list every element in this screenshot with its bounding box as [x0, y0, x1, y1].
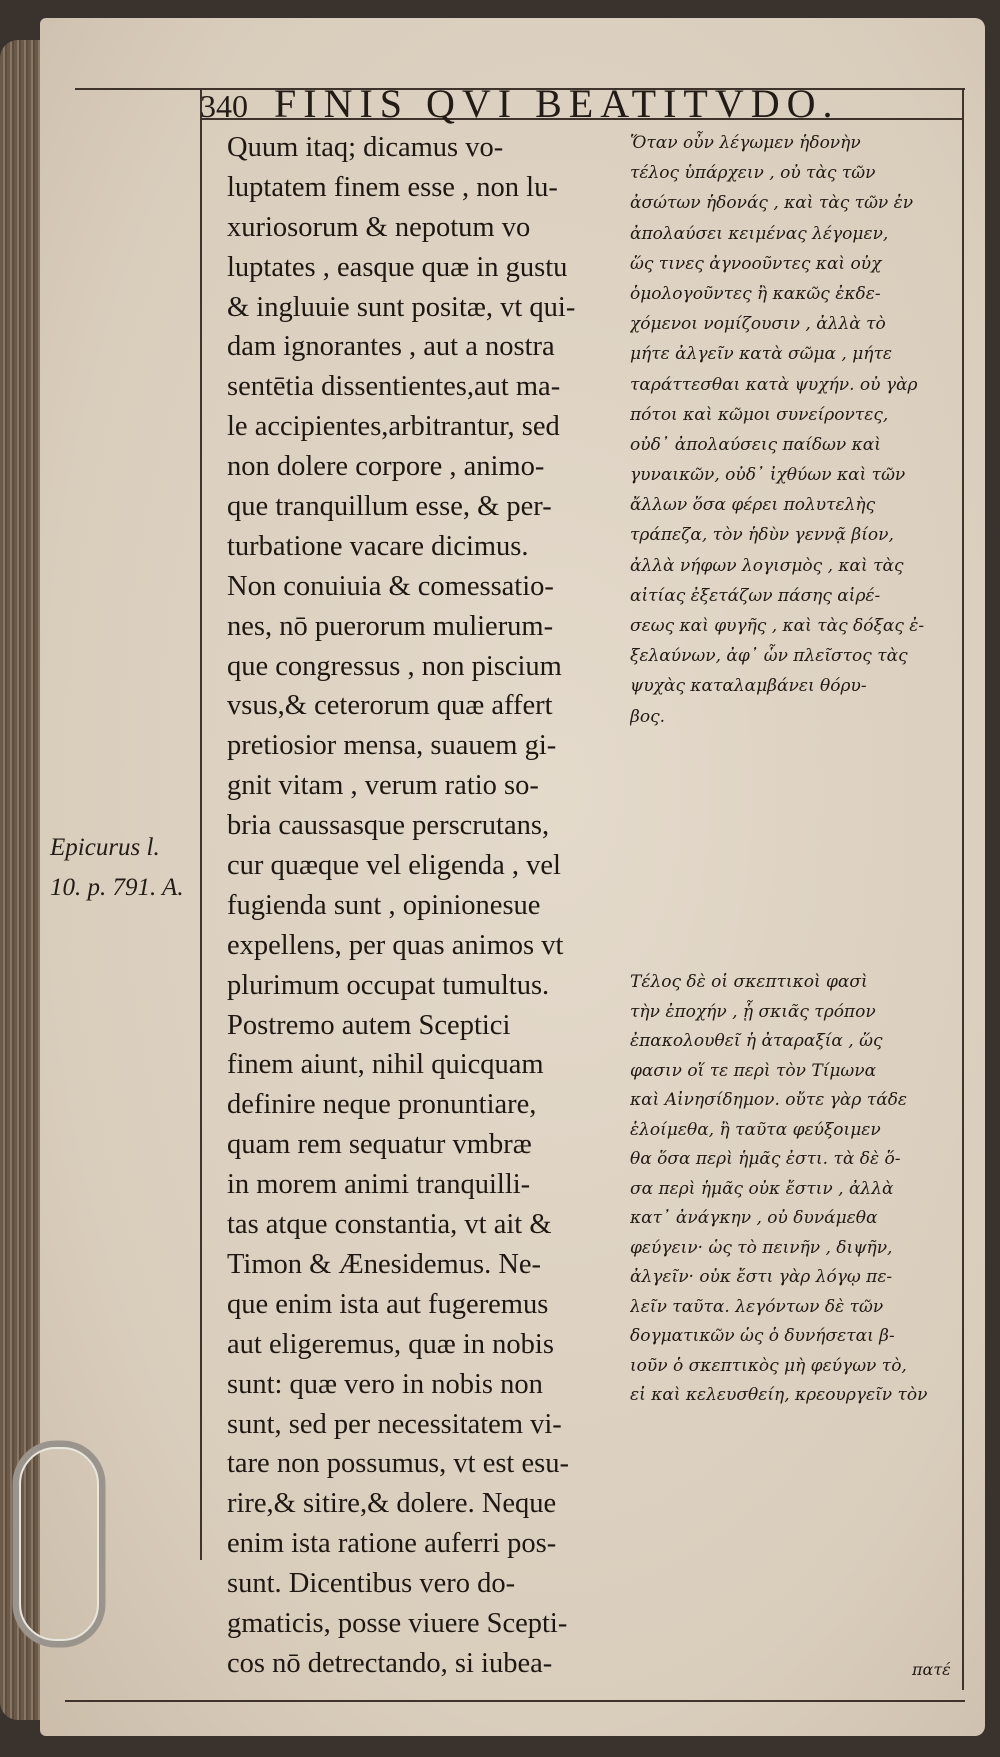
latin-line: fugienda sunt , opinionesue	[227, 889, 541, 921]
latin-line: finem aiunt, nihil quicquam	[227, 1049, 544, 1081]
latin-line: Timon & Ænesidemus. Ne-	[227, 1248, 542, 1280]
greek-line: ὥς τινες ἀγνοοῦντες καὶ οὐχ	[630, 253, 882, 274]
greek-handwritten-note-2	[630, 968, 960, 1411]
greek-line: λεῖν ταῦτα. λεγόντων δὲ τῶν	[630, 1296, 884, 1317]
latin-line: plurimum occupat tumultus.	[227, 969, 550, 1001]
greek-line: Ὅταν οὖν λέγωμεν ἡδονὴν	[630, 133, 861, 153]
latin-line: luptatem finem esse , non lu-	[227, 171, 558, 203]
latin-line: tas atque constantia, vt ait &	[227, 1209, 552, 1241]
greek-line: κατ᾽ ἀνάγκην , οὐ δυνάμεθα	[630, 1208, 878, 1228]
greek-line: ταράττεσθαι κατὰ ψυχήν. οὐ γὰρ	[630, 374, 918, 395]
greek-line: εἰ καὶ κελευσθείη, κρεουργεῖν τὸν	[630, 1385, 928, 1405]
latin-line: quam rem sequatur vmbræ	[227, 1129, 532, 1161]
greek-line: οὐδ᾽ ἀπολαύσεις παίδων καὶ	[630, 434, 881, 455]
greek-line: ἐπακολουθεῖ ἡ ἀταραξία , ὥς	[630, 1031, 883, 1051]
greek-line: πότοι καὶ κῶμοι συνείροντες,	[630, 404, 889, 425]
latin-line: sunt. Dicentibus vero do-	[227, 1568, 516, 1600]
latin-line: cur quæque vel eligenda , vel	[227, 850, 561, 882]
greek-line: ἀπολαύσει κειμένας λέγομεν,	[630, 223, 889, 244]
latin-line: tare non possumus, vt est esu-	[227, 1448, 569, 1480]
latin-line: xuriosorum & nepotum vo	[227, 211, 531, 243]
greek-line: ἑλοίμεθα, ἢ ταῦτα φεύξοιμεν	[630, 1119, 881, 1140]
latin-line: cos nō detrectando, si iubea-	[227, 1647, 553, 1679]
latin-line: gnit vitam , verum ratio so-	[227, 770, 539, 802]
greek-line: γυναικῶν, οὐδ᾽ ἰχθύων καὶ τῶν	[630, 465, 906, 486]
greek-line: σεως καὶ φυγῆς , καὶ τὰς δόξας ἐ-	[630, 616, 925, 636]
binding-clip-icon	[8, 1438, 113, 1653]
margin-note-line: 10. p. 791. A.	[50, 873, 184, 901]
latin-line: Non conuiuia & comessatio-	[227, 570, 554, 602]
latin-line: Postremo autem Sceptici	[227, 1009, 511, 1041]
greek-line: αἰτίας ἐξετάζων πάσης αἱρέ-	[630, 585, 881, 606]
latin-line: que enim ista aut fugeremus	[227, 1288, 549, 1320]
latin-line: in morem animi tranquilli-	[227, 1169, 531, 1201]
greek-line: Τέλος δὲ οἱ σκεπτικοὶ φασὶ	[630, 972, 868, 992]
greek-line: φασιν οἵ τε περὶ τὸν Τίμωνα	[630, 1060, 877, 1081]
latin-text-column	[227, 128, 607, 1684]
greek-line: ἀσώτων ἡδονάς , καὶ τὰς τῶν ἐν	[630, 193, 914, 214]
page-number: 340	[200, 88, 248, 124]
greek-line: ἀλλὰ νήφων λογισμὸς , καὶ τὰς	[630, 555, 904, 576]
latin-line: non dolere corpore , animo-	[227, 451, 545, 483]
greek-line: τράπεζα, τὸν ἡδὺν γεννᾷ βίον,	[630, 525, 894, 546]
greek-line: δογματικῶν ὡς ὁ δυνήσεται β-	[630, 1326, 895, 1346]
right-frame-rule	[962, 88, 964, 1690]
greek-line: σα περὶ ἡμᾶς οὐκ ἔστιν , ἀλλὰ	[630, 1178, 894, 1199]
left-column-rule	[200, 90, 202, 1560]
catchword: πατέ	[912, 1660, 951, 1679]
latin-line: sunt: quæ vero in nobis non	[227, 1368, 543, 1400]
greek-line: φεύγειν· ὡς τὸ πεινῆν , διψῆν,	[630, 1237, 893, 1258]
latin-line: sentētia dissentientes,aut ma-	[227, 371, 561, 403]
running-title: FINIS QVI BEATITVDO.	[274, 81, 840, 126]
latin-line: vsus,& ceterorum quæ affert	[227, 690, 553, 722]
latin-line: luptates , easque quæ in gustu	[227, 251, 568, 283]
greek-line: χόμενοι νομίζουσιν , ἀλλὰ τὸ	[630, 314, 886, 335]
greek-line: ὁμολογοῦντες ἢ κακῶς ἐκδε-	[630, 283, 881, 304]
greek-line: θα ὅσα περὶ ἡμᾶς ἐστι. τὰ δὲ ὅ-	[630, 1149, 901, 1169]
greek-line: καὶ Αἰνησίδημον. οὔτε γὰρ τάδε	[630, 1090, 908, 1110]
margin-note-line: Epicurus l.	[50, 834, 160, 861]
greek-line: τέλος ὑπάρχειν , οὐ τὰς τῶν	[630, 163, 876, 184]
latin-line: dam ignorantes , aut a nostra	[227, 331, 555, 363]
latin-line: nes, nō puerorum mulierum-	[227, 610, 554, 642]
latin-line: rire,& sitire,& dolere. Neque	[227, 1488, 557, 1520]
greek-line: ιοῦν ὁ σκεπτικὸς μὴ φεύγων τὸ,	[630, 1355, 907, 1376]
latin-line: turbatione vacare dicimus.	[227, 530, 529, 562]
footer-rule	[65, 1700, 965, 1702]
latin-line: expellens, per quas animos vt	[227, 929, 564, 961]
margin-note	[50, 828, 220, 908]
latin-line: pretiosior mensa, suauem gi-	[227, 730, 557, 762]
latin-line: definire neque pronuntiare,	[227, 1089, 537, 1121]
greek-line: βος.	[630, 706, 665, 727]
greek-line: μήτε ἀλγεῖν κατὰ σῶμα , μήτε	[630, 344, 892, 365]
greek-line: τὴν ἐποχήν , ᾗ σκιᾶς τρόπον	[630, 1001, 876, 1022]
greek-line: ἀλγεῖν· οὐκ ἔστι γὰρ λόγῳ πε-	[630, 1267, 893, 1287]
greek-line: ψυχὰς καταλαμβάνει θόρυ-	[630, 676, 867, 697]
greek-line: ξελαύνων, ἀφ᾽ ὧν πλεῖστος τὰς	[630, 646, 908, 667]
latin-line: gmaticis, posse viuere Scepti-	[227, 1607, 568, 1639]
latin-line: le accipientes,arbitrantur, sed	[227, 411, 560, 443]
greek-handwritten-note-1	[630, 128, 960, 732]
latin-line: aut eligeremus, quæ in nobis	[227, 1328, 554, 1360]
latin-line: bria caussasque perscrutans,	[227, 810, 550, 842]
latin-line: sunt, sed per necessitatem vi-	[227, 1408, 562, 1440]
latin-line: Quum itaq; dicamus vo-	[227, 132, 504, 163]
latin-line: enim ista ratione auferri pos-	[227, 1528, 557, 1560]
greek-line: ἄλλων ὅσα φέρει πολυτελὴς	[630, 495, 876, 516]
latin-line: & ingluuie sunt positæ, vt qui-	[227, 291, 576, 323]
latin-line: que congressus , non piscium	[227, 650, 562, 682]
latin-line: que tranquillum esse, & per-	[227, 491, 552, 523]
